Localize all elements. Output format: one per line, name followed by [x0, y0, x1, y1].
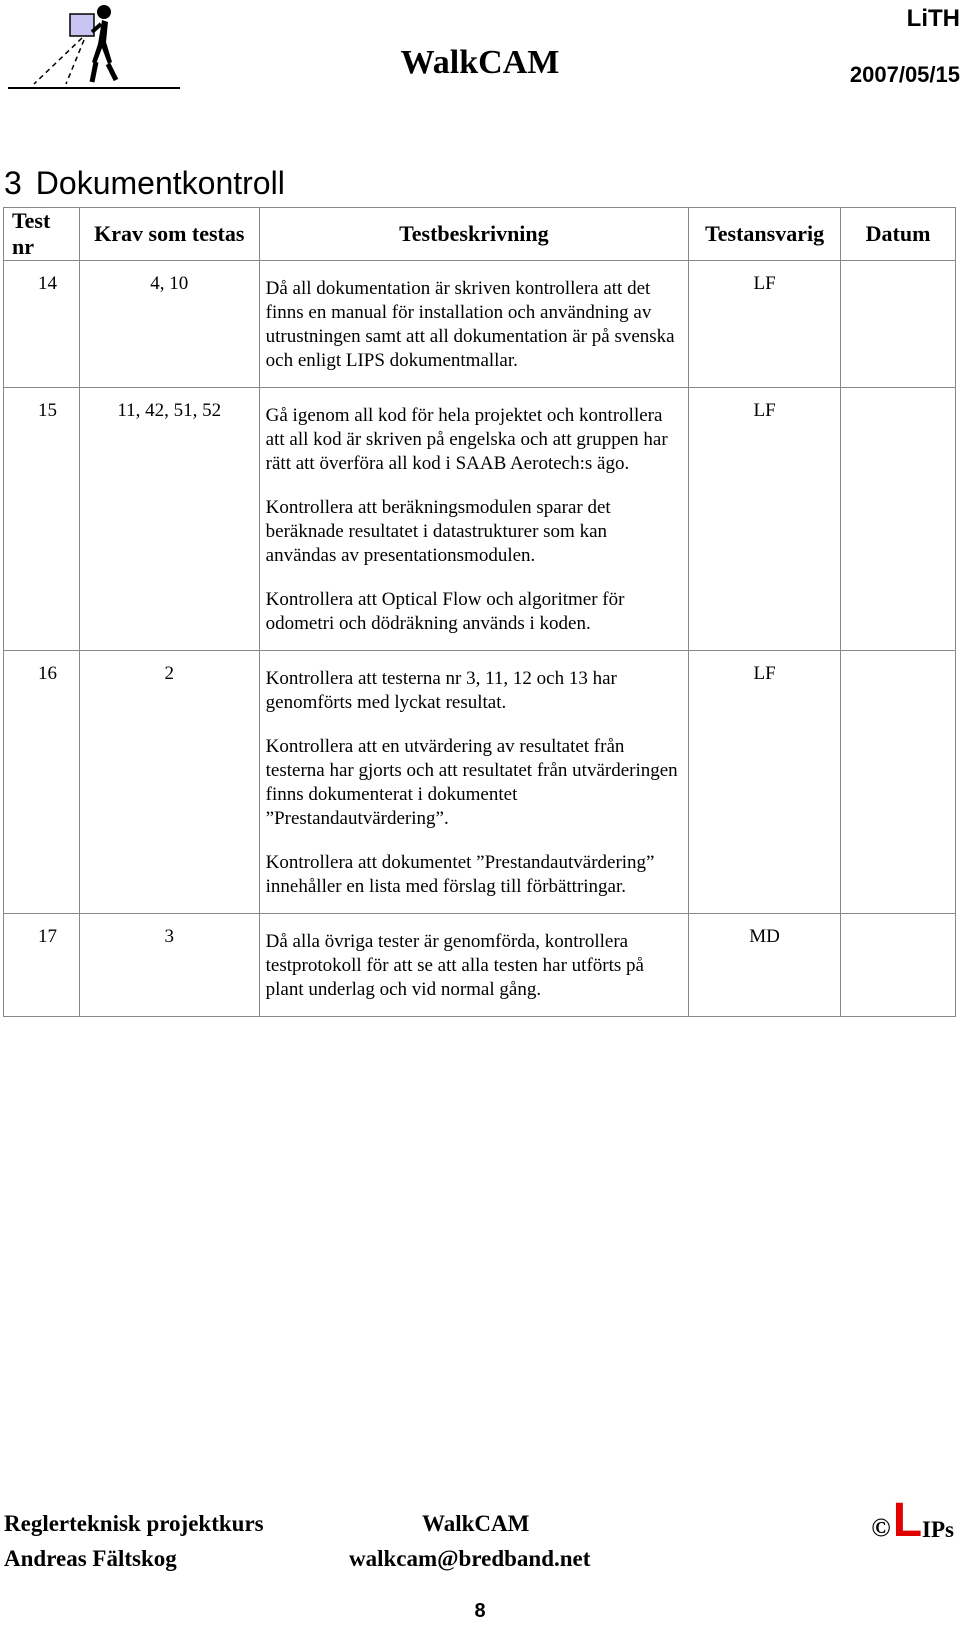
description-paragraph: Gå igenom all kod för hela projektet och kontrollera att all kod är skriven på engelska och att gruppen har rätt att överföra all kod i SAAB Aerotech:s ägo. [265, 405, 668, 474]
cell-description [259, 651, 688, 914]
cell-test-nr: 14 [4, 261, 80, 388]
footer-author: Andreas Fältskog [4, 1546, 177, 1571]
copyright-symbol: © [871, 1513, 891, 1542]
cell-ansvarig: LF [689, 651, 841, 914]
section-number: 3 [4, 165, 22, 201]
cell-ansvarig: LF [689, 388, 841, 651]
header-date: 2007/05/15 [849, 62, 960, 87]
cell-test-nr: 16 [4, 651, 80, 914]
footer-email: walkcam@bredband.net [349, 1546, 591, 1571]
footer-project: WalkCAM [422, 1511, 530, 1536]
footer-course: Reglerteknisk projektkurs [4, 1511, 264, 1536]
col-header-beskrivning: Testbeskrivning [259, 208, 688, 261]
description-paragraph: Kontrollera att dokumentet ”Prestandautvärdering” innehåller en lista med förslag till förbättringar. [265, 852, 655, 897]
table-header-row [4, 208, 956, 261]
cell-krav: 11, 42, 51, 52 [79, 388, 259, 651]
description-paragraph: Kontrollera att testerna nr 3, 11, 12 och 13 har genomförts med lyckat resultat. [265, 668, 617, 713]
cell-datum [841, 914, 956, 1017]
cell-test-nr: 15 [4, 388, 80, 651]
header-right-block [850, 4, 960, 90]
table-row [4, 388, 956, 651]
lips-logo [871, 1494, 954, 1547]
description-paragraph: Kontrollera att Optical Flow och algoritmer för odometri och dödräkning används i koden. [265, 589, 625, 634]
table-row [4, 651, 956, 914]
cell-krav: 4, 10 [79, 261, 259, 388]
cell-description [259, 914, 688, 1017]
description-paragraph: Kontrollera att en utvärdering av resultatet från testerna har gjorts och att resultatet från utvärderingen finns dokumenterat i dokumentet ”Prestandautvärdering”. [265, 736, 678, 829]
col-header-test-nr: Test nr [4, 208, 80, 261]
lips-logo-text: IPs [922, 1517, 954, 1542]
cell-test-nr: 17 [4, 914, 80, 1017]
col-header-datum: Datum [841, 208, 956, 261]
header-project-title: WalkCAM [400, 44, 560, 81]
section-heading [4, 165, 285, 202]
section-title: Dokumentkontroll [35, 165, 285, 201]
cell-description [259, 261, 688, 388]
cell-datum [841, 388, 956, 651]
cell-datum [841, 651, 956, 914]
table-row [4, 914, 956, 1017]
table-row [4, 261, 956, 388]
cell-description [259, 388, 688, 651]
description-paragraph: Då all dokumentation är skriven kontrollera att det finns en manual för installation och användning av utrustningen samt att all dokumentation är på svenska och enligt LIPS dokumentmallar. [265, 278, 675, 371]
test-table [3, 207, 956, 1017]
description-paragraph: Kontrollera att beräkningsmodulen sparar det beräknade resultatet i datastrukturer som kan användas av presentationsmodulen. [265, 497, 611, 566]
cell-ansvarig: LF [689, 261, 841, 388]
lips-logo-l: L [892, 1494, 923, 1547]
page-number: 8 [474, 1600, 486, 1622]
cell-datum [841, 261, 956, 388]
col-header-krav: Krav som testas [79, 208, 259, 261]
col-header-ansvarig: Testansvarig [689, 208, 841, 261]
description-paragraph: Då alla övriga tester är genomförda, kontrollera testprotokoll för att se att alla testen har utförts på plant underlag och vid normal gång. [265, 931, 644, 1000]
cell-krav: 2 [79, 651, 259, 914]
header-org: LiTH [906, 5, 960, 32]
cell-ansvarig: MD [689, 914, 841, 1017]
cell-krav: 3 [79, 914, 259, 1017]
